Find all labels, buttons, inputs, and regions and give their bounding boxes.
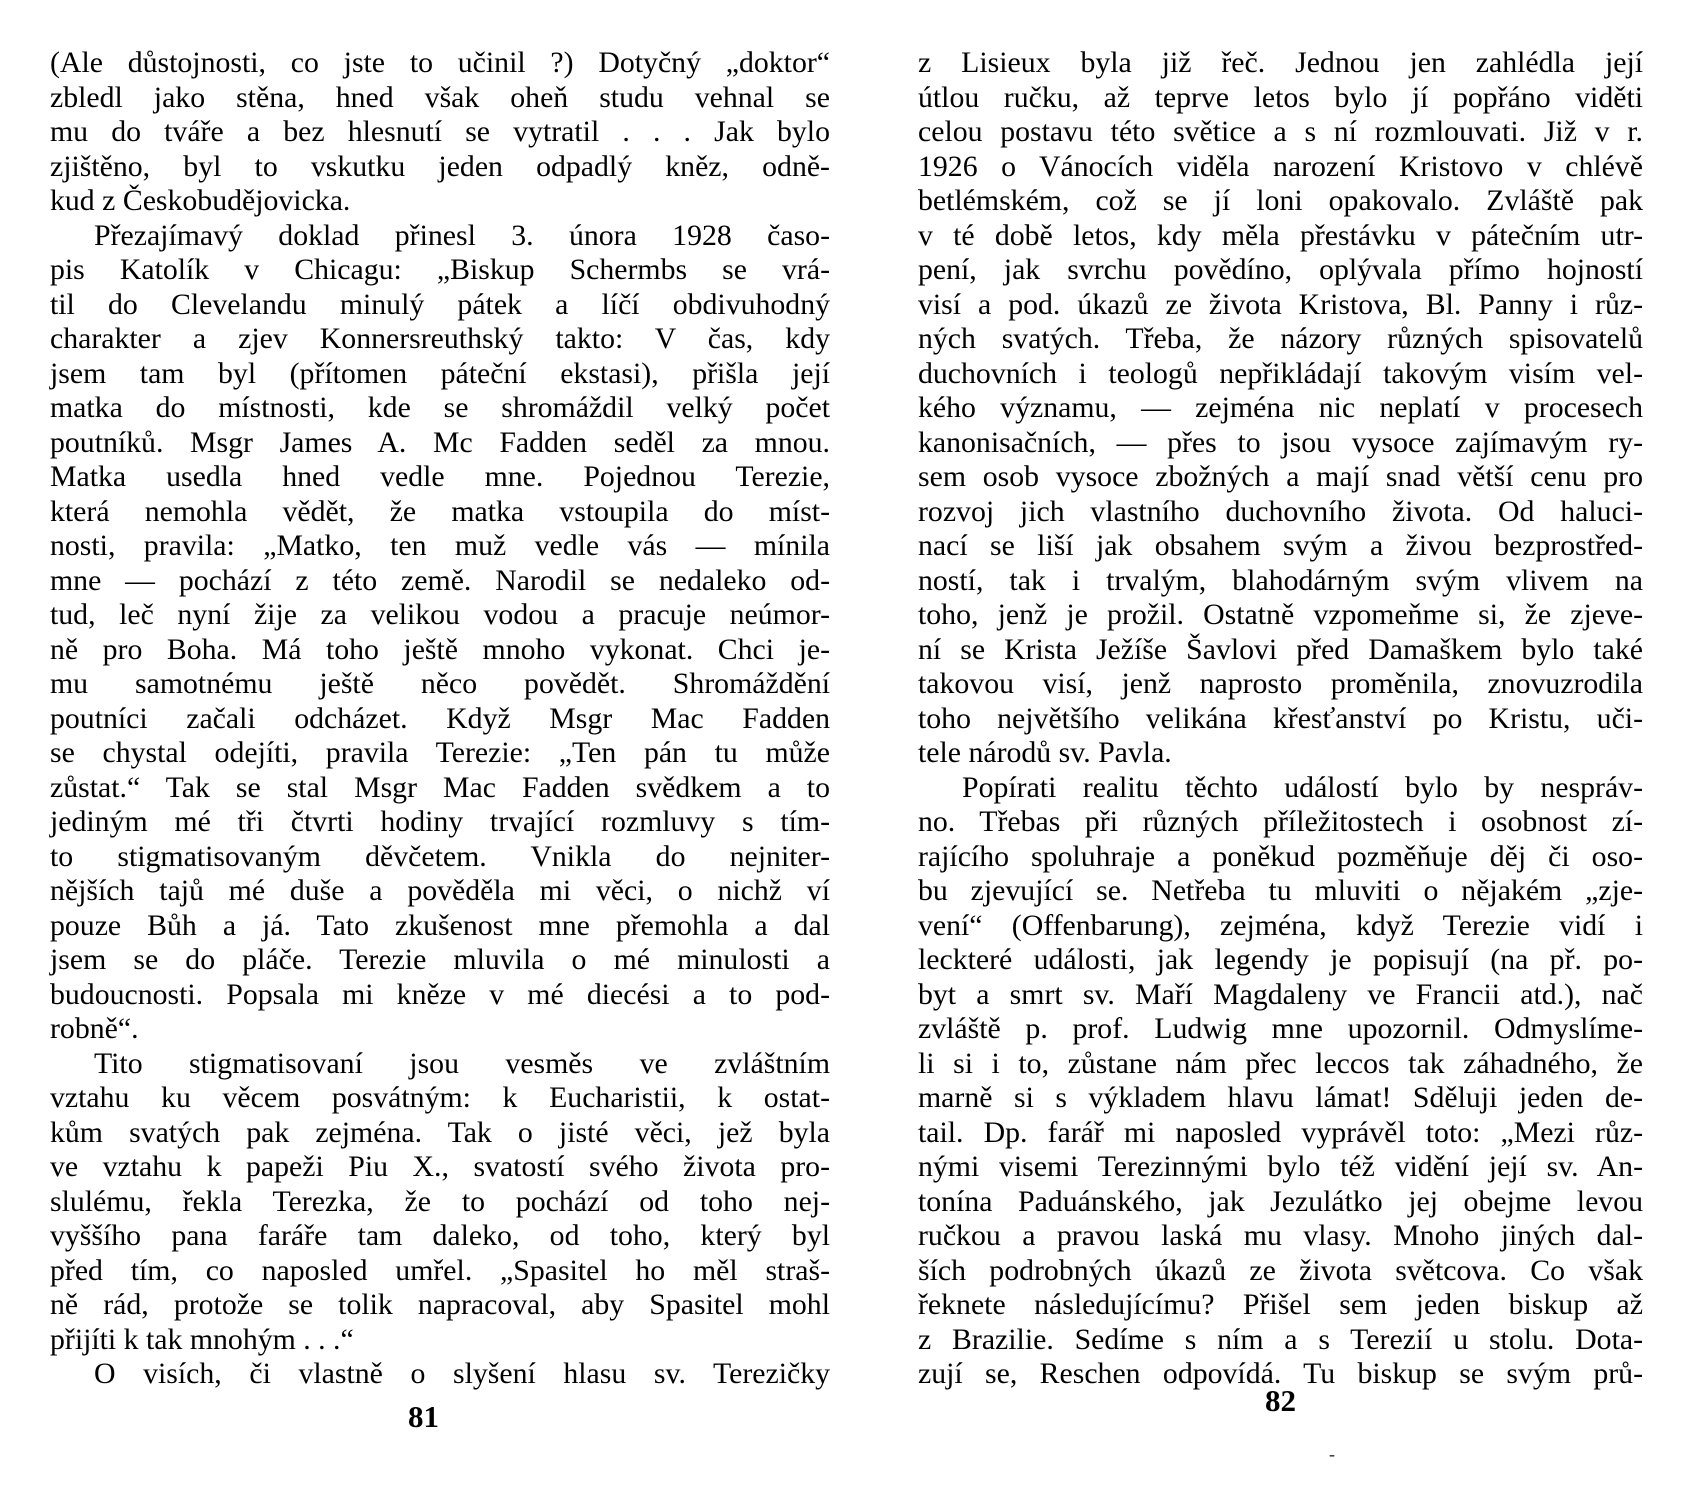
text-line: poutníci začali odcházet. Když Msgr Mac Fadden (50, 701, 830, 735)
text-line: nými visemi Terezinnými bylo též vidění její sv. An- (918, 1150, 1643, 1183)
text-line: ně pro Boha. Má toho ještě mnoho vykonat. Chci je- (50, 632, 830, 666)
text-line: robně“. (50, 1012, 139, 1045)
text-line: zbledl jako stěna, hned však oheň studu vehnal se (50, 80, 830, 114)
text-line: til do Clevelandu minulý pátek a líčí obdivuhodný (50, 287, 830, 321)
text-line: Matka usedla hned vedle mne. Pojednou Terezie, (50, 460, 830, 493)
text-line: ně rád, protože se tolik napracoval, aby Spasitel mohl (50, 1288, 830, 1321)
text-line: toho, jenž je prožil. Ostatně vzpomeňme si, že zjeve- (918, 598, 1643, 631)
text-line: betlémském, což se jí loni opakovalo. Zvláště pak (918, 184, 1643, 217)
text-line: z Brazilie. Sedíme s ním a s Terezií u stolu. Dota- (918, 1322, 1643, 1356)
text-line: vyššího pana faráře tam daleko, od toho, který byl (50, 1219, 830, 1252)
text-line: duchovních i teologů nepřikládají takovým visím vel- (918, 356, 1643, 390)
text-line: (Ale důstojnosti, co jste to učinil ?) Dotyčný „doktor“ (50, 46, 830, 79)
text-line: rozvoj jich vlastního duchovního života. Od haluci- (918, 494, 1643, 528)
text-line: ve vztahu k papeži Piu X., svatostí svého života pro- (50, 1150, 830, 1183)
text-line: zůstat.“ Tak se stal Msgr Mac Fadden svědkem a to (50, 770, 830, 804)
page-number-left: 81 (408, 1399, 439, 1434)
text-line: pení, jak svrchu povědíno, oplývala přímo hojností (918, 253, 1643, 286)
text-line: no. Třebas při různých příležitostech i osobnost zí- (918, 805, 1643, 838)
right-page-text (918, 46, 1643, 1392)
text-line: Tito stigmatisovaní jsou vesměs ve zvláštním (94, 1046, 830, 1080)
text-line: vztahu ku věcem posvátným: k Eucharistii, k ostat- (50, 1081, 830, 1114)
text-line: ností, tak i trvalým, blahodárným svým vlivem na (918, 563, 1643, 597)
text-line: Přezajímavý doklad přinesl 3. února 1928 časo- (94, 218, 830, 252)
text-line: mne — pochází z této země. Narodil se nedaleko od- (50, 563, 830, 597)
text-line: byt a smrt sv. Maří Magdaleny ve Francii atd.), nač (918, 977, 1643, 1011)
text-line: rajícího spoluhraje a poněkud pozměňuje děj či oso- (918, 839, 1643, 873)
text-line: li si i to, zůstane nám přec leccos tak záhadného, že (918, 1046, 1643, 1080)
text-line: kud z Českobudějovicka. (50, 184, 351, 217)
text-line: v té době letos, kdy měla přestávku v pátečním utr- (918, 218, 1643, 252)
text-line: z Lisieux byla již řeč. Jednou jen zahlédla její (918, 46, 1643, 79)
text-line: Popírati realitu těchto událostí bylo by nespráv- (962, 770, 1643, 804)
text-line: vení“ (Offenbarung), zejména, když Terezie vidí i (918, 908, 1643, 942)
page-number-right: 82 (1265, 1383, 1296, 1418)
text-line: se chystal odejíti, pravila Terezie: „Ten pán tu může (50, 736, 830, 769)
text-line: mu do tváře a bez hlesnutí se vytratil . . . Jak bylo (50, 115, 830, 148)
text-line: tele národů sv. Pavla. (918, 736, 1172, 769)
text-line: takovou visí, jenž naprosto proměnila, znovuzrodila (918, 667, 1643, 700)
left-page-text (50, 46, 830, 1392)
text-line: zjištěno, byl to vskutku jeden odpadlý kněz, odně- (50, 149, 830, 183)
text-line: kům svatých pak zejména. Tak o jisté věci, jež byla (50, 1115, 830, 1149)
text-line: přijíti k tak mnohým . . .“ (50, 1322, 354, 1356)
text-line: budoucnosti. Popsala mi kněze v mé diecési a to pod- (50, 977, 830, 1011)
text-line: ní se Krista Ježíše Šavlovi před Damaškem bylo také (918, 632, 1643, 666)
text-line: zují se, Reschen odpovídá. Tu biskup se svým prů- (918, 1357, 1643, 1390)
text-line: kého významu, — zejména nic neplatí v procesech (918, 391, 1643, 424)
text-line: toho největšího velikána křesťanství po Kristu, uči- (918, 701, 1643, 735)
text-line: ných svatých. Třeba, že názory různých spisovatelů (918, 322, 1643, 355)
text-line: jsem tam byl (přítomen páteční ekstasi), přišla její (50, 356, 830, 390)
text-line: ručkou a pravou laská mu vlasy. Mnoho jiných dal- (918, 1219, 1643, 1252)
text-line: mu samotnému ještě něco povědět. Shromáždění (50, 667, 830, 700)
text-line: útlou ručku, až teprve letos bylo jí popřáno viděti (918, 80, 1643, 114)
text-line: slulému, řekla Terezka, že to pochází od toho nej- (50, 1184, 830, 1218)
text-line: leckteré události, jak legendy je popisují (na př. po- (918, 943, 1643, 976)
text-line: visí a pod. úkazů ze života Kristova, Bl. Panny i růz- (918, 287, 1643, 321)
text-line: poutníků. Msgr James A. Mc Fadden seděl za mnou. (50, 425, 830, 459)
text-line: charakter a zjev Konnersreuthský takto: V čas, kdy (50, 322, 830, 355)
text-line: nací se liší jak obsahem svým a živou bezprostřed- (918, 529, 1643, 562)
print-speck: - (1329, 1444, 1335, 1464)
text-line: kanonisačních, — přes to jsou vysoce zajímavým ry- (918, 425, 1643, 459)
text-line: celou postavu této světice a s ní rozmlouvati. Již v r. (918, 115, 1643, 148)
text-line: pouze Bůh a já. Tato zkušenost mne přemohla a dal (50, 908, 830, 942)
text-line: bu zjevující se. Netřeba tu mluviti o nějakém „zje- (918, 874, 1643, 907)
text-line: která nemohla vědět, že matka vstoupila do míst- (50, 494, 830, 528)
text-line: ších podrobných úkazů ze života světcova. Co však (918, 1253, 1643, 1287)
text-line: 1926 o Vánocích viděla narození Kristovo v chlévě (918, 149, 1643, 183)
text-line: tud, leč nyní žije za velikou vodou a pracuje neúmor- (50, 598, 830, 631)
text-line: zvláště p. prof. Ludwig mne upozornil. Odmyslíme- (918, 1012, 1643, 1045)
text-line: tail. Dp. farář mi naposled vyprávěl toto: „Mezi růz- (918, 1115, 1643, 1149)
text-line: nosti, pravila: „Matko, ten muž vedle vás — mínila (50, 529, 830, 562)
text-line: pis Katolík v Chicagu: „Biskup Schermbs se vrá- (50, 253, 830, 286)
text-line: jsem se do pláče. Terezie mluvila o mé minulosti a (50, 943, 830, 976)
text-line: O visích, či vlastně o slyšení hlasu sv. Terezičky (94, 1357, 830, 1390)
text-line: sem osob vysoce zbožných a mají snad větší cenu pro (918, 460, 1643, 493)
text-line: to stigmatisovaným děvčetem. Vnikla do nejniter- (50, 839, 830, 873)
text-line: matka do místnosti, kde se shromáždil velký počet (50, 391, 830, 424)
text-line: nějších tajů mé duše a pověděla mi věci, o nichž ví (50, 874, 830, 907)
text-line: před tím, co naposled umřel. „Spasitel ho měl straš- (50, 1253, 830, 1287)
text-line: jediným mé tři čtvrti hodiny trvající rozmluvy s tím- (50, 805, 830, 838)
text-line: řeknete následujícímu? Přišel sem jeden biskup až (918, 1288, 1643, 1321)
text-line: marně si s výkladem hlavu lámat! Sděluji jeden de- (918, 1081, 1643, 1114)
text-line: tonína Paduánského, jak Jezulátko jej obejme levou (918, 1184, 1643, 1218)
